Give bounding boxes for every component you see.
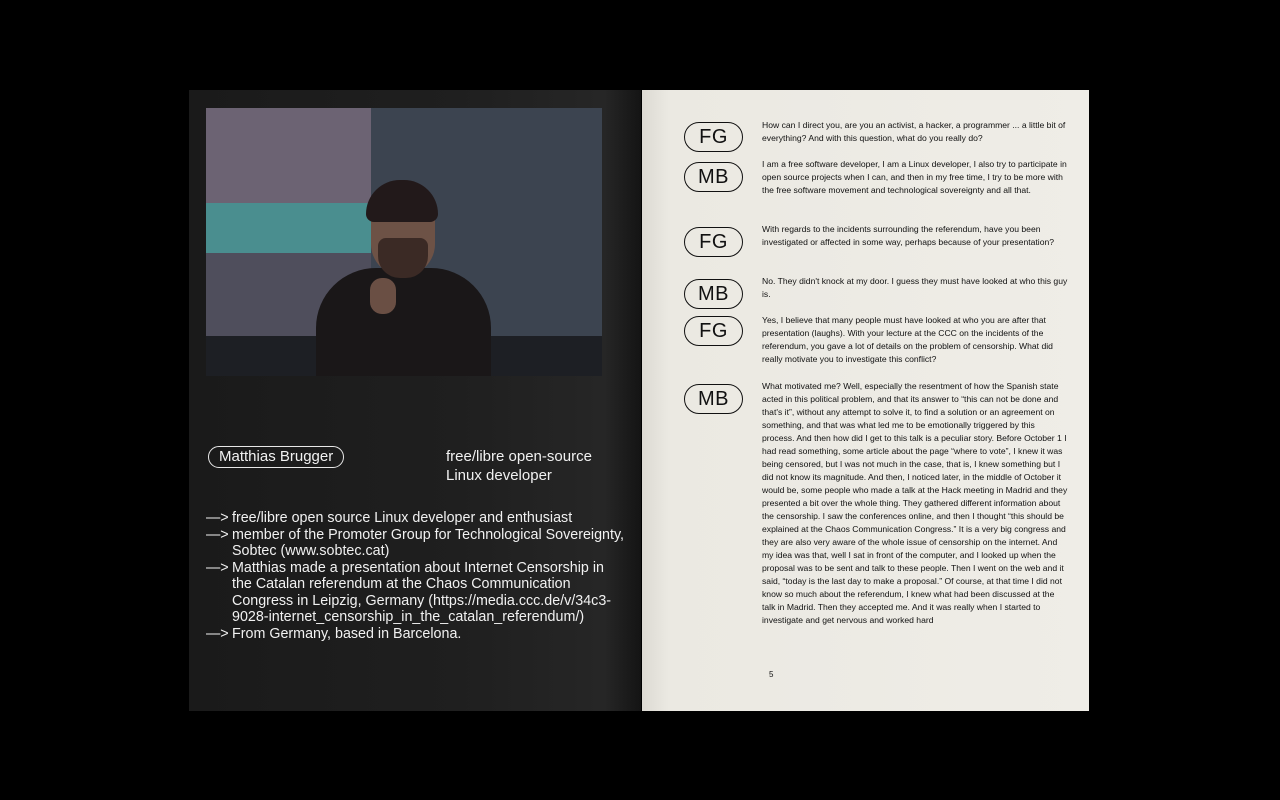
interview	[642, 90, 1089, 711]
interview-text: No. They didn't knock at my door. I guess they must have looked at who this guy is.	[762, 276, 1068, 299]
interview-text: Yes, I believe that many people must have looked at who you are after that presentation (laughs). With your lecture at the CCC on the incidents of the referendum, you gave a lot of details on the problem of censorship. What did really motivate you to investigate this conflict?	[762, 315, 1053, 364]
speaker-badge-fg: FG	[684, 316, 743, 346]
bio-item: —> member of the Promoter Group for Technological Sovereignty, Sobtec (www.sobtec.cat)	[206, 526, 625, 559]
interview-text: What motivated me? Well, especially the resentment of how the Spanish state acted in this political problem, and that its answer to “this can not be done and that's it”, without any attempt to solve it, to find a solution or an agreement on something, and that was what led me to be emotionally triggered by this process. And then how did I get to this talk is a peculiar story. Before October 1 I had read something, some article about the page “where to vote”, I knew it was being censored, but I was not much in the case, that is, I knew something but I did not know its magnitude. And then, I noticed later, in the middle of October it would be, some people who made a talk at the Hack meeting in Madrid and they presented a bit over the whole thing. They gathered different information about the censorship. I saw the conferences online, and then I thought “this should be explained at the Chaos Communication Congress.” It is a very big congress and they are also very aware of the whole issue of censorship on the internet. And my idea was that, well I sat in front of the computer, and I looked up when the proposal was to be sent and talk to these people. Then I went on the web and it said, “today is the last day to make a proposal.” Of course, at that time I did not know so much about the referendum, I knew what had been discussed at the talk in Madrid. Then they accepted me. And it was really when I started to investigate and get nervous and worked hard	[762, 381, 1068, 625]
book-spread	[189, 90, 1089, 711]
profile-role: free/libre open-source Linux developer	[446, 448, 592, 484]
profile-name: Matthias Brugger	[208, 446, 344, 468]
speaker-badge-mb: MB	[684, 384, 743, 414]
arrow-icon: —>	[206, 625, 229, 642]
profile-bio-list	[206, 510, 626, 642]
arrow-icon: —>	[206, 526, 229, 543]
arrow-icon: —>	[206, 559, 229, 576]
right-page	[642, 90, 1089, 711]
speaker-badge-mb: MB	[684, 279, 743, 309]
speaker-badge-fg: FG	[684, 227, 743, 257]
interview-text: With regards to the incidents surrounding the referendum, have you been investigated or affected in some way, perhaps because of your presentation?	[762, 224, 1055, 247]
page-number: 5	[769, 670, 774, 679]
bio-item: —> free/libre open source Linux developer and enthusiast	[206, 510, 573, 526]
arrow-icon: —>	[206, 510, 229, 526]
interview-text: I am a free software developer, I am a Linux developer, I also try to participate in open source projects when I can, and then in my free time, I try to be more with the free software movement and technological sovereignty and all that.	[762, 159, 1067, 195]
speaker-photo	[206, 108, 602, 376]
speaker-badge-mb: MB	[684, 162, 743, 192]
bio-item: —> From Germany, based in Barcelona.	[206, 625, 462, 642]
bio-item: —> Matthias made a presentation about Internet Censorship in the Catalan referendum at the Chaos Communication Congress in Leipzig, Germany (https://media.ccc.de/v/34c3-9028-internet_censorship_in_the_catalan_referendum/)	[206, 559, 612, 625]
left-page	[189, 90, 641, 711]
interview-text: How can I direct you, are you an activist, a hacker, a programmer ... a little bit of everything? And with this question, what do you really do?	[762, 120, 1066, 143]
speaker-badge-fg: FG	[684, 122, 743, 152]
